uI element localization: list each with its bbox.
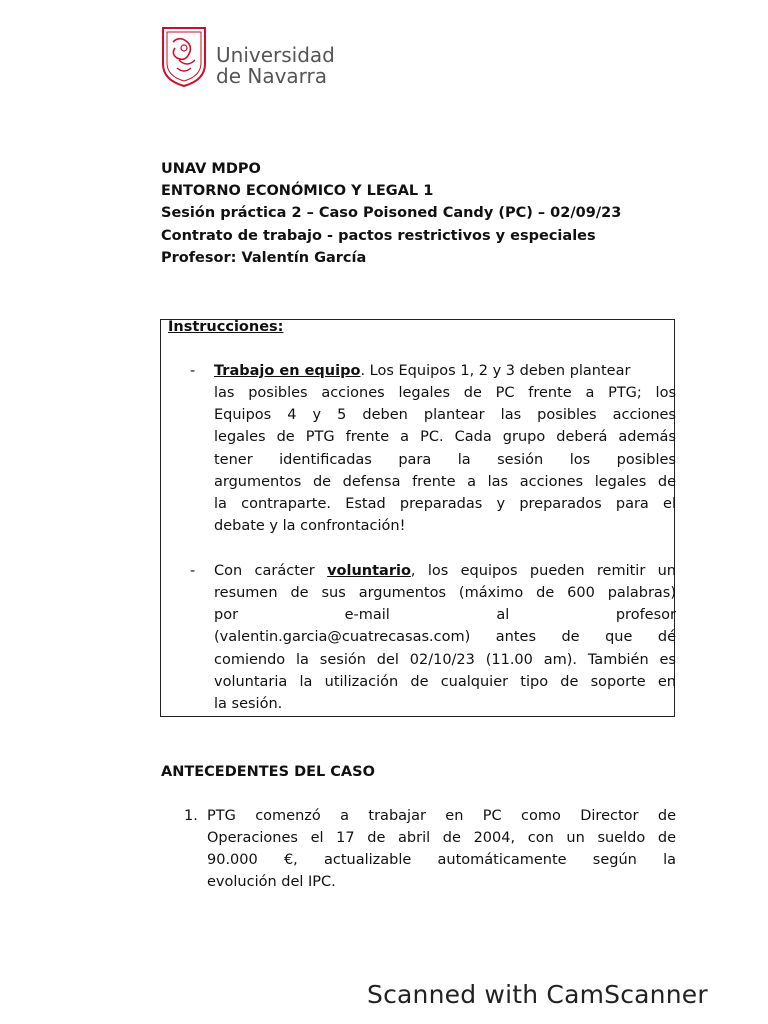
logo-text-line2: de Navarra [216, 64, 328, 88]
item2-line: voluntaria la utilización de cualquier tipo de soporte en [214, 674, 676, 690]
antecedente-last-line: evolución del IPC. [207, 874, 336, 890]
bullet-dash: - [190, 563, 196, 579]
item1-line: legales de PTG frente a PC. Cada grupo deberá además [214, 429, 676, 445]
item1-line: la contraparte. Estad preparadas y preparados para el [214, 496, 676, 512]
item1-first-line [214, 363, 630, 379]
item1-last-line: debate y la confrontación! [214, 518, 406, 534]
antecedente-line: Operaciones el 17 de abril de 2004, con un sueldo de [207, 830, 676, 846]
item1-line: las posibles acciones legales de PC frente a PTG; los [214, 385, 676, 401]
item2-pre: Con carácter [214, 563, 328, 579]
item2-first-line [214, 563, 676, 579]
session-topic: Contrato de trabajo - pactos restrictivos y especiales [161, 228, 596, 244]
logo-text-line1: Universidad [216, 43, 335, 67]
item2-line: resumen de sus argumentos (máximo de 600 palabras) [214, 585, 676, 601]
item2-line: (valentin.garcia@cuatrecasas.com) antes de que dé [214, 629, 676, 645]
professor: Profesor: Valentín García [161, 250, 367, 266]
item2-line: comiendo la sesión del 02/10/23 (11.00 am). También es [214, 652, 676, 668]
item1-lead: Trabajo en equipo [214, 363, 361, 379]
section-heading: ANTECEDENTES DEL CASO [161, 764, 375, 780]
item2-post: , los equipos pueden remitir un [410, 563, 676, 579]
item1-line: tener identificadas para la sesión los posibles [214, 452, 676, 468]
course-title: ENTORNO ECONÓMICO Y LEGAL 1 [161, 183, 434, 199]
bullet-dash: - [190, 363, 196, 379]
item2-last-line: la sesión. [214, 696, 283, 712]
antecedente-line: PTG comenzó a trabajar en PC como Director de [207, 808, 676, 824]
scanner-watermark: Scanned with CamScanner [367, 980, 708, 1009]
course-code: UNAV MDPO [161, 161, 261, 177]
antecedente-line: 90.000 €, actualizable automáticamente según la [207, 852, 676, 868]
university-seal-icon [159, 24, 209, 88]
session-title: Sesión práctica 2 – Caso Poisoned Candy (PC) – 02/09/23 [161, 205, 622, 221]
instructions-title: Instrucciones: [168, 319, 284, 335]
list-number: 1. [184, 808, 198, 824]
item1-line: Equipos 4 y 5 deben plantear las posibles acciones [214, 407, 676, 423]
item1-line: argumentos de defensa frente a las acciones legales de [214, 474, 676, 490]
item2-line: por e-mail al profesor [214, 607, 676, 623]
item1-line1-text: . Los Equipos 1, 2 y 3 deben plantear [360, 363, 631, 379]
item2-emph: voluntario [327, 563, 411, 579]
